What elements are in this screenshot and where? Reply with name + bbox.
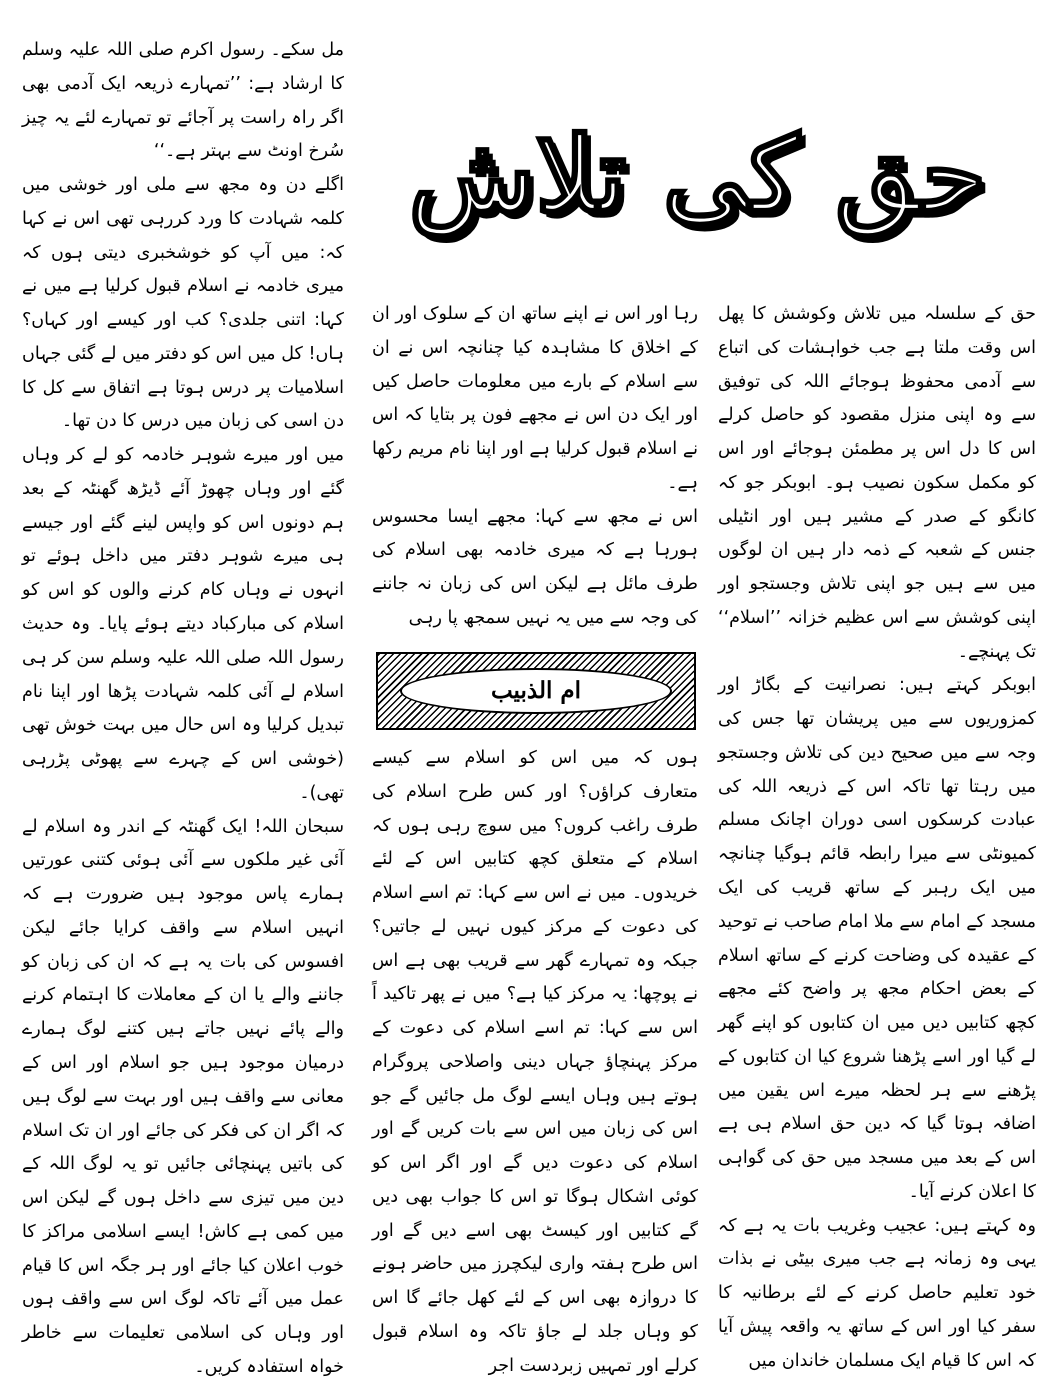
paragraph: میں اور میرے شوہر خادمہ کو لے کر وہاں گئے اور وہاں چھوڑ آئے ڈیڑھ گھنٹہ کے بعد ہم دونوں اس کو واپس لینے گئے اور جیسے ہی میرے شوہر دفتر میں داخل ہوئے تو انہوں نے وہاں کام کرنے والوں کو اس کو اسلام کی مبارکباد دیتے ہوئے پایا۔ وہ حدیث رسول اللہ صلی اللہ علیہ وسلم سن کر ہی اسلام لے آئی کلمہ شہادت پڑھا اور اپنا نام تبدیل کرلیا وہ اس حال میں بہت خوش تھی (خوشی اس کے چہرے سے پھوٹی پڑرہی تھی)۔ <box>22 445 344 803</box>
text-column-middle-top <box>372 298 698 630</box>
paragraph: وہ کہتے ہیں: عجیب وغریب بات یہ ہے کہ یہی وہ زمانہ ہے جب میری بیٹی نے بذات خود تعلیم حاصل کرنے کے لئے برطانیہ کا سفر کیا اور اس کے ساتھ یہ واقعہ پیش آیا کہ اس کا قیام ایک مسلمان خاندان میں <box>718 1215 1036 1371</box>
author-banner <box>376 652 696 730</box>
paragraph: رہا اور اس نے اپنے ساتھ ان کے سلوک اور ان کے اخلاق کا مشاہدہ کیا چنانچہ اس نے ان سے اسلام کے بارے میں معلومات حاصل کیں اور ایک دن اس نے مجھے فون پر بتایا کہ اس نے اسلام قبول کرلیا ہے اور اپنا نام مریم رکھا ہے۔ <box>372 304 698 493</box>
text-column-left <box>22 34 344 1377</box>
paragraph: مل سکے۔ رسول اکرم صلی اللہ علیہ وسلم کا ارشاد ہے: ’’تمہارے ذریعہ ایک آدمی بھی اگر راہ راست پر آجائے تو تمہارے لئے یہ چیز سُرخ اونٹ سے بہتر ہے۔‘‘ <box>22 40 344 162</box>
article-title: حق کی تلاش <box>408 113 987 236</box>
paragraph: حق کے سلسلہ میں تلاش وکوشش کا پھل اس وقت ملتا ہے جب خواہشات کی اتباع سے آدمی محفوظ ہوجائے اللہ کی توفیق سے وہ اپنی منزل مقصود کو حاصل کرلے اس کا دل اس پر مطمئن ہوجائے اور اس کو مکمل سکون نصیب ہو۔ ابوبکر جو کہ کانگو کے صدر کے مشیر ہیں اور انٹیلی جنس کے شعبہ کے ذمہ دار ہیں ان لوگوں میں سے ہیں جو اپنی تلاش وجستجو اور اپنی کوشش سے اس عظیم خزانہ ’’اسلام‘‘ تک پہنچے۔ <box>718 304 1036 662</box>
paragraph: سبحان اللہ! ایک گھنٹہ کے اندر وہ اسلام لے آئی غیر ملکوں سے آئی ہوئی کتنی عورتیں ہمارے پاس موجود ہیں ضرورت ہے کہ انہیں اسلام سے واقف کرایا جائے لیکن افسوس کی بات یہ ہے کہ ان کی زبان کو جاننے والے یا ان کے معاملات کا اہتمام کرنے والے پائے نہیں جاتے ہیں کتنے لوگ ہمارے درمیان موجود ہیں جو اسلام اور اس کے معانی سے واقف ہیں اور بہت سے لوگ ہیں کہ اگر ان کی فکر کی جائے اور ان تک اسلام کی باتیں پہنچائی جائیں تو یہ لوگ اللہ کے دین میں تیزی سے داخل ہوں گے لیکن اس میں کمی ہے کاش! ایسے اسلامی مراکز کا خوب اعلان کیا جائے اور ہر جگہ اس کا قیام عمل میں آئے تاکہ لوگ اس سے واقف ہوں اور وہاں کی اسلامی تعلیمات سے خاطر خواہ استفادہ کریں۔ <box>22 816 344 1377</box>
text-column-right <box>718 298 1036 1371</box>
paragraph: اس نے مجھ سے کہا: مجھے ایسا محسوس ہورہا ہے کہ میری خادمہ بھی اسلام کی طرف مائل ہے لیکن اس کی زبان نہ جاننے کی وجہ سے میں یہ نہیں سمجھ پا رہی <box>372 506 698 628</box>
author-name: ام الذبیب <box>400 668 672 714</box>
paragraph: ہوں کہ میں اس کو اسلام سے کیسے متعارف کراؤں؟ اور کس طرح اسلام کی طرف راغب کروں؟ میں سوچ رہی ہوں کہ اسلام کے متعلق کچھ کتابیں اس کے لئے خریدوں۔ میں نے اس سے کہا: تم اسے اسلام کی دعوت کے مرکز کیوں نہیں لے جاتیں؟ جبکہ وہ تمہارے گھر سے قریب بھی ہے اس نے پوچھا: یہ مرکز کیا ہے؟ میں نے پھر تاکید اً اس سے کہا: تم اسے اسلام کی دعوت کے مرکز پہنچاؤ جہاں دینی واصلاحی پروگرام ہوتے ہیں وہاں ایسے لوگ مل جائیں گے جو اس کی زبان میں اس سے بات کریں گے اور اسلام کی دعوت دیں گے اور اگر اس کو کوئی اشکال ہوگا تو اس کا جواب بھی دیں گے کتابیں اور کیسٹ بھی اسے دیں گے اور اس طرح ہفتہ واری لیکچرز میں حاضر ہونے کا دروازہ بھی اس کے لئے کھل جائے گا اس کو وہاں جلد لے جاؤ تاکہ وہ اسلام قبول کرلے اور تمہیں زبردست اجر <box>372 748 698 1376</box>
text-column-middle-bottom <box>372 742 698 1376</box>
paragraph: ابوبکر کہتے ہیں: نصرانیت کے بگاڑ اور کمزوریوں سے میں پریشان تھا جس کی وجہ سے میں صحیح دین کی تلاش وجستجو میں رہتا تھا تاکہ اس کے ذریعہ اللہ کی عبادت کرسکوں اسی دوران اچانک مسلم کمیونٹی سے میرا رابطہ قائم ہوگیا چنانچہ میں ایک رہبر کے ساتھ قریب کی ایک مسجد کے امام سے ملا امام صاحب نے توحید کے عقیدہ کی وضاحت کرنے کے ساتھ اسلام کے بعض احکام مجھ پر واضح کئے مجھے کچھ کتابیں دیں میں ان کتابوں کو اپنے گھر لے گیا اور اسے پڑھنا شروع کیا ان کتابوں کے پڑھنے سے ہر لحظہ میرے اس یقین میں اضافہ ہوتا گیا کہ دین حق اسلام ہی ہے اس کے بعد میں مسجد میں حق کی گواہی کا اعلان کرنے آیا۔ <box>718 675 1036 1202</box>
paragraph: اگلے دن وہ مجھ سے ملی اور خوشی میں کلمہ شہادت کا ورد کررہی تھی اس نے کہا کہ: میں آپ کو خوشخبری دیتی ہوں کہ میری خادمہ نے اسلام قبول کرلیا ہے میں نے کہا: اتنی جلدی؟ کب اور کیسے اور کہاں؟ ہاں! کل میں اس کو دفتر میں لے گئی جہاں اسلامیات پر درس ہوتا ہے اتفاق سے کل کا دن اسی کی زبان میں درس کا دن تھا۔ <box>22 175 344 432</box>
